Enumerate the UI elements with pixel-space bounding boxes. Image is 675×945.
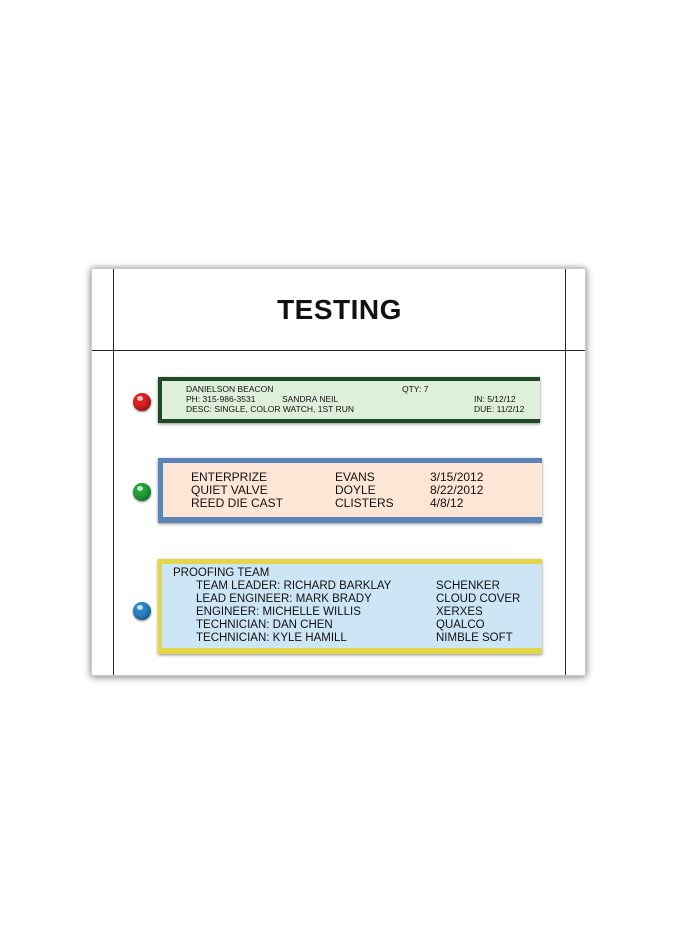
proofing-team-card[interactable] <box>158 559 542 654</box>
team-member-client: NIMBLE SOFT <box>436 632 513 644</box>
card-in-date: IN: 5/12/12 <box>474 394 516 404</box>
team-member-client: SCHENKER <box>436 580 500 592</box>
team-member-role: TECHNICIAN: DAN CHEN <box>196 619 333 631</box>
schedule-sheet <box>91 268 586 676</box>
list-company: REED DIE CAST <box>191 496 284 510</box>
job-card-list[interactable] <box>158 458 542 523</box>
team-member-client: QUALCO <box>436 619 485 631</box>
team-member-client: XERXES <box>436 606 483 618</box>
list-date: 8/22/2012 <box>430 483 484 497</box>
red-dot-icon <box>133 393 151 411</box>
card-qty: QTY: 7 <box>402 384 429 394</box>
team-member-client: CLOUD COVER <box>436 593 521 605</box>
team-member-role: ENGINEER: MICHELLE WILLIS <box>196 606 361 618</box>
card-contact: SANDRA NEIL <box>282 394 339 404</box>
blue-dot-icon <box>133 602 151 620</box>
list-date: 4/8/12 <box>430 496 464 510</box>
team-member-role: LEAD ENGINEER: MARK BRADY <box>196 593 372 605</box>
list-person: EVANS <box>335 470 375 484</box>
team-heading: PROOFING TEAM <box>173 567 270 579</box>
card-company: DANIELSON BEACON <box>186 384 274 394</box>
card-description: DESC: SINGLE, COLOR WATCH, 1ST RUN <box>186 404 354 414</box>
page-title: TESTING <box>277 293 402 325</box>
team-member-role: TECHNICIAN: KYLE HAMILL <box>196 632 347 644</box>
card-phone: PH: 315-986-3531 <box>186 394 256 404</box>
list-person: DOYLE <box>335 483 376 497</box>
green-dot-icon <box>133 483 151 501</box>
list-company: QUIET VALVE <box>191 483 268 497</box>
list-date: 3/15/2012 <box>430 470 484 484</box>
team-member-role: TEAM LEADER: RICHARD BARKLAY <box>196 580 392 592</box>
list-company: ENTERPRIZE <box>191 470 268 484</box>
right-margin-line <box>565 269 566 675</box>
job-card-danielson[interactable] <box>158 377 540 423</box>
header-divider <box>92 350 585 351</box>
list-person: CLISTERS <box>335 496 394 510</box>
card-due-date: DUE: 11/2/12 <box>474 404 525 414</box>
